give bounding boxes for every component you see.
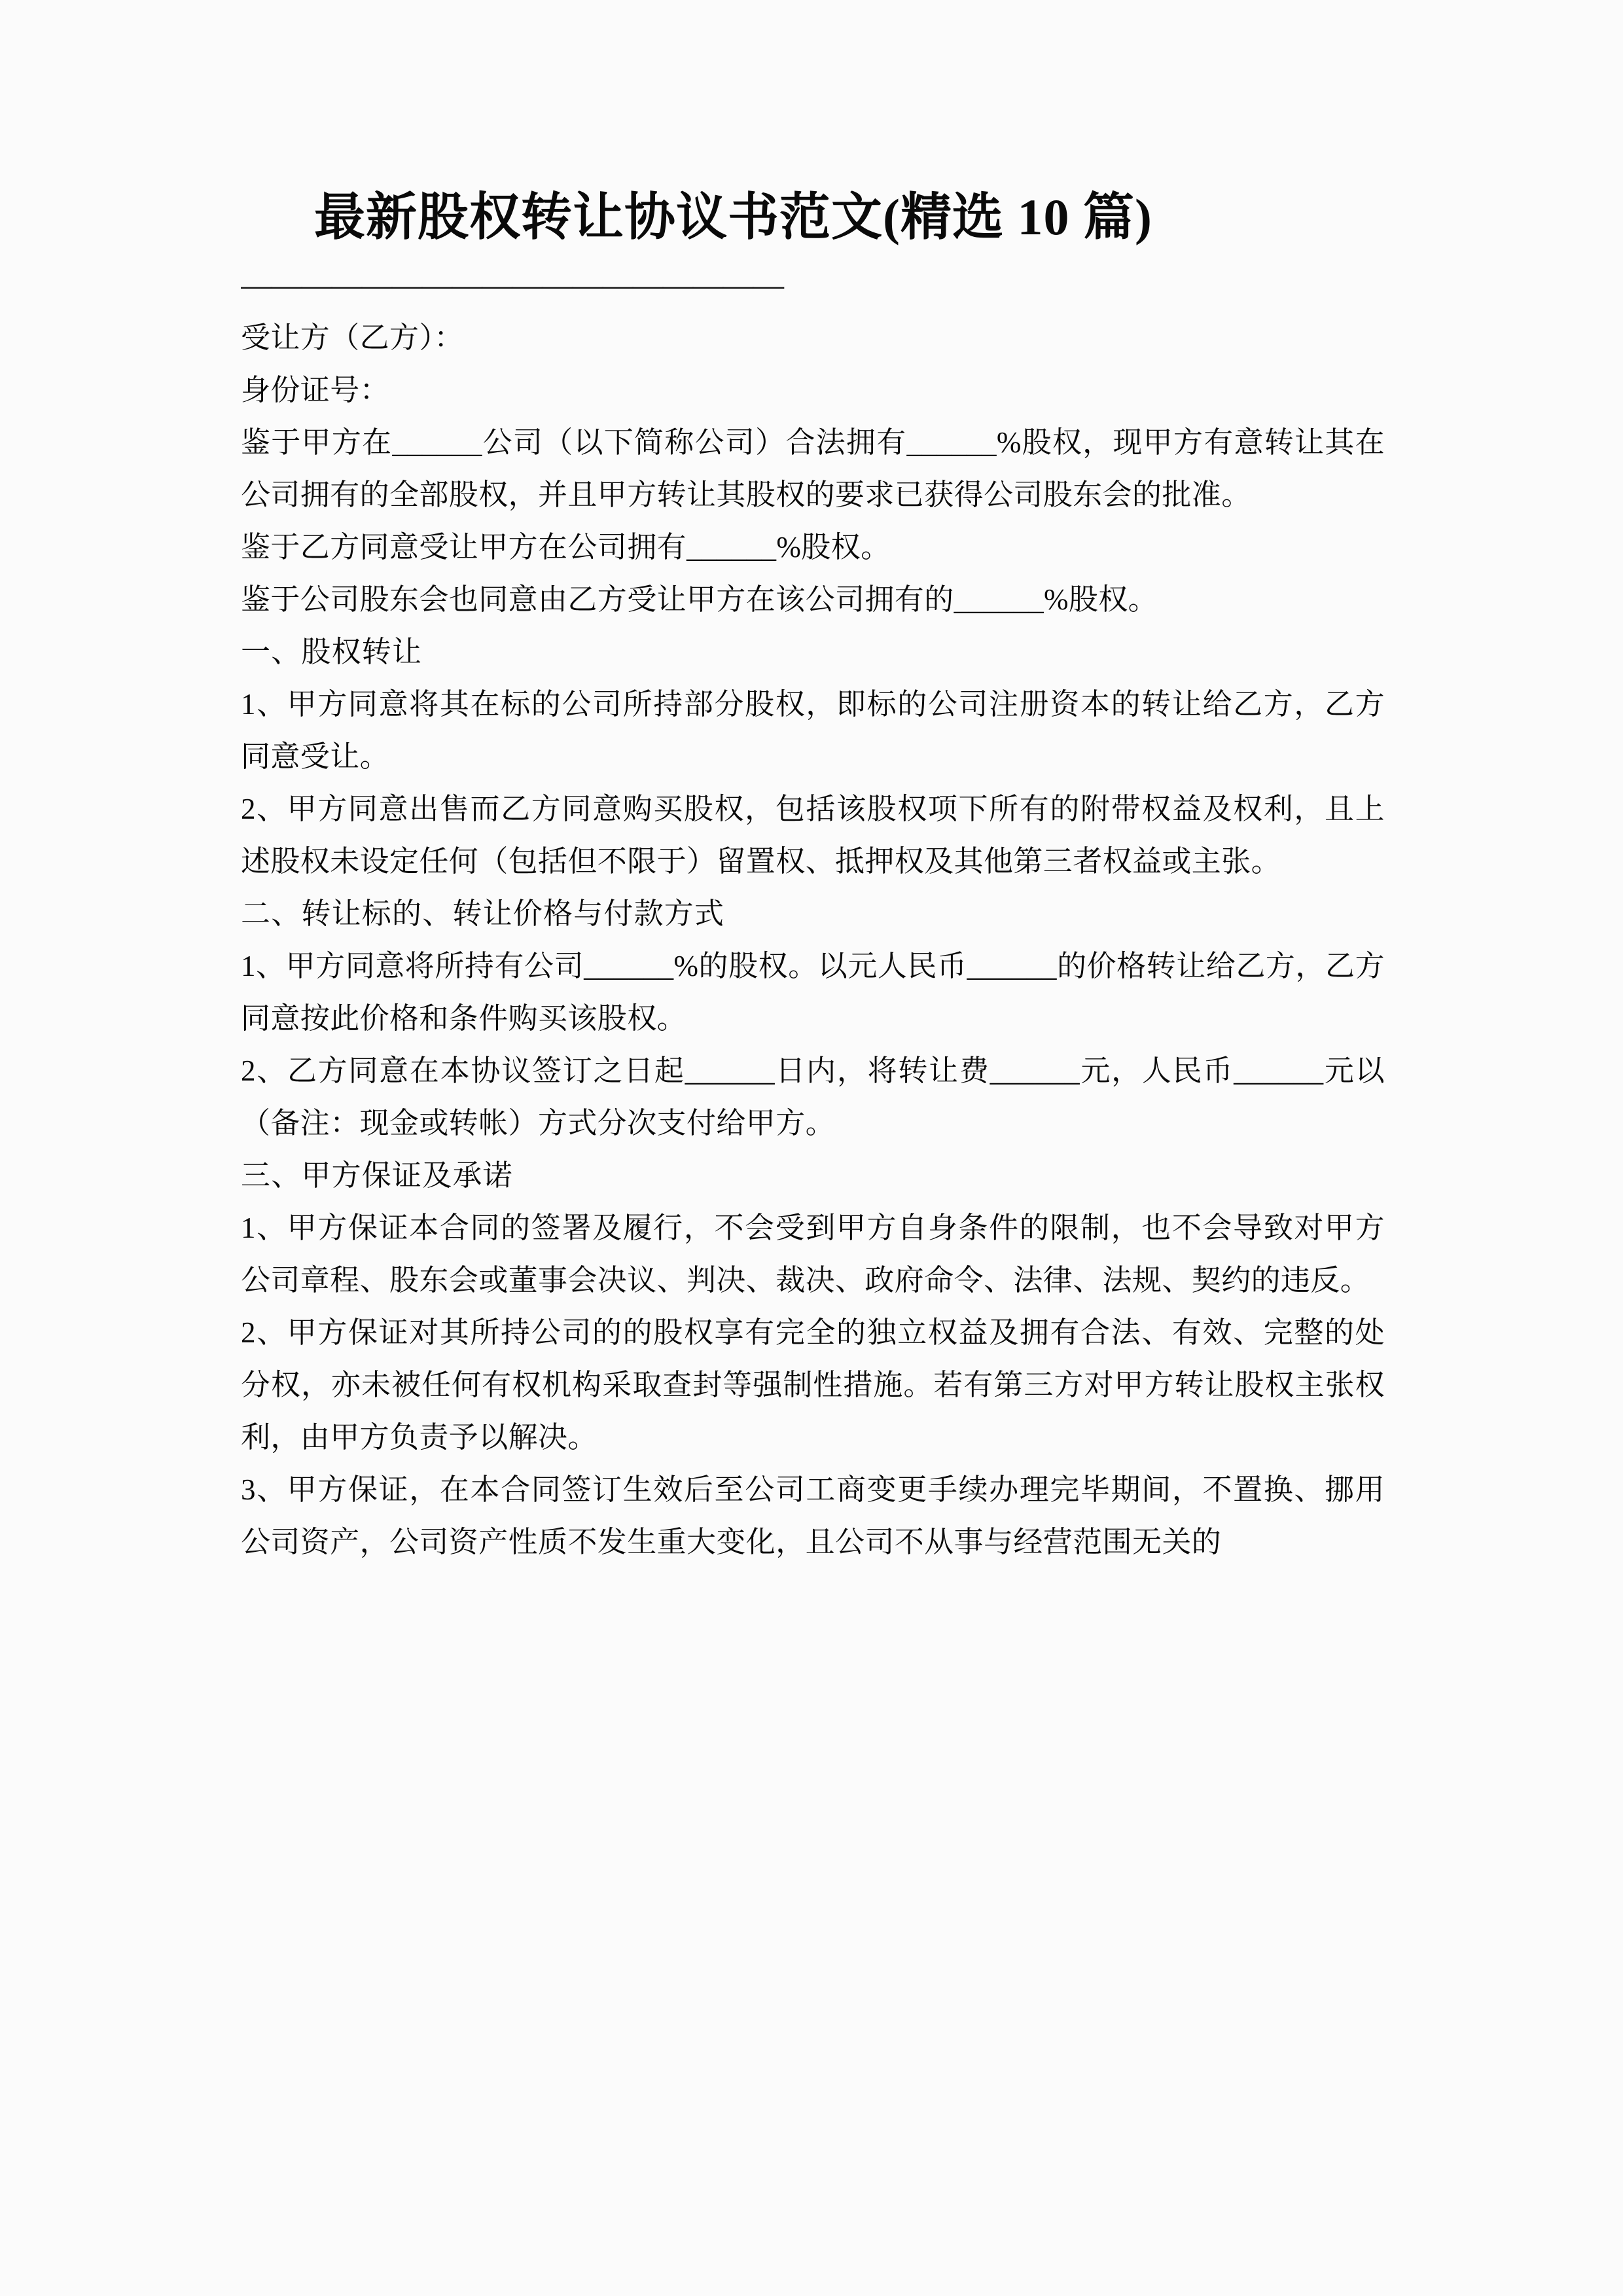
paragraph-1-1: 1、甲方同意将其在标的公司所持部分股权，即标的公司注册资本的转让给乙方，乙方同意受让。 xyxy=(241,688,1385,774)
paragraph-id-number: 身份证号： xyxy=(241,374,390,407)
paragraph-3-1: 1、甲方保证本合同的签署及履行，不会受到甲方自身条件的限制，也不会导致对甲方公司章程、股东会或董事会决议、判决、裁决、政府命令、法律、法规、契约的违反。 xyxy=(241,1211,1385,1297)
document-content xyxy=(241,0,1385,1568)
paragraph-transferee: 受让方（乙方）： xyxy=(241,321,464,355)
paragraph-2-1: 1、甲方同意将所持有公司______%的股权。以元人民币______的价格转让给乙方，乙方同意按此价格和条件购买该股权。 xyxy=(241,950,1385,1035)
paragraph-3-3: 3、甲方保证，在本合同签订生效后至公司工商变更手续办理完毕期间，不置换、挪用公司资产，公司资产性质不发生重大变化，且公司不从事与经营范围无关的 xyxy=(241,1473,1385,1559)
title-separator-rule: —————————————————— xyxy=(241,270,783,303)
paragraph-whereas-2: 鉴于乙方同意受让甲方在公司拥有______%股权。 xyxy=(241,531,891,564)
page-title: 最新股权转让协议书范文(精选 10 篇) xyxy=(314,188,1152,245)
paragraph-3-2: 2、甲方保证对其所持公司的的股权享有完全的独立权益及拥有合法、有效、完整的处分权，亦未被任何有权机构采取查封等强制性措施。若有第三方对甲方转让股权主张权利，由甲方负责予以解决。 xyxy=(241,1316,1385,1454)
paragraph-whereas-3: 鉴于公司股东会也同意由乙方受让甲方在该公司拥有的______%股权。 xyxy=(241,583,1158,617)
document-body xyxy=(241,312,1385,1568)
section-heading-1: 一、股权转让 xyxy=(241,636,423,669)
paragraph-1-2: 2、甲方同意出售而乙方同意购买股权，包括该股权项下所有的附带权益及权利，且上述股权未设定任何（包括但不限于）留置权、抵押权及其他第三者权益或主张。 xyxy=(241,793,1385,878)
paragraph-2-2: 2、乙方同意在本协议签订之日起______日内，将转让费______元，人民币______元以（备注：现金或转帐）方式分次支付给甲方。 xyxy=(241,1054,1385,1140)
section-heading-3: 三、甲方保证及承诺 xyxy=(241,1159,513,1193)
section-heading-2: 二、转让标的、转让价格与付款方式 xyxy=(241,897,725,931)
paragraph-whereas-1: 鉴于甲方在______公司（以下简称公司）合法拥有______%股权，现甲方有意转让其在公司拥有的全部股权，并且甲方转让其股权的要求已获得公司股东会的批准。 xyxy=(241,426,1385,512)
